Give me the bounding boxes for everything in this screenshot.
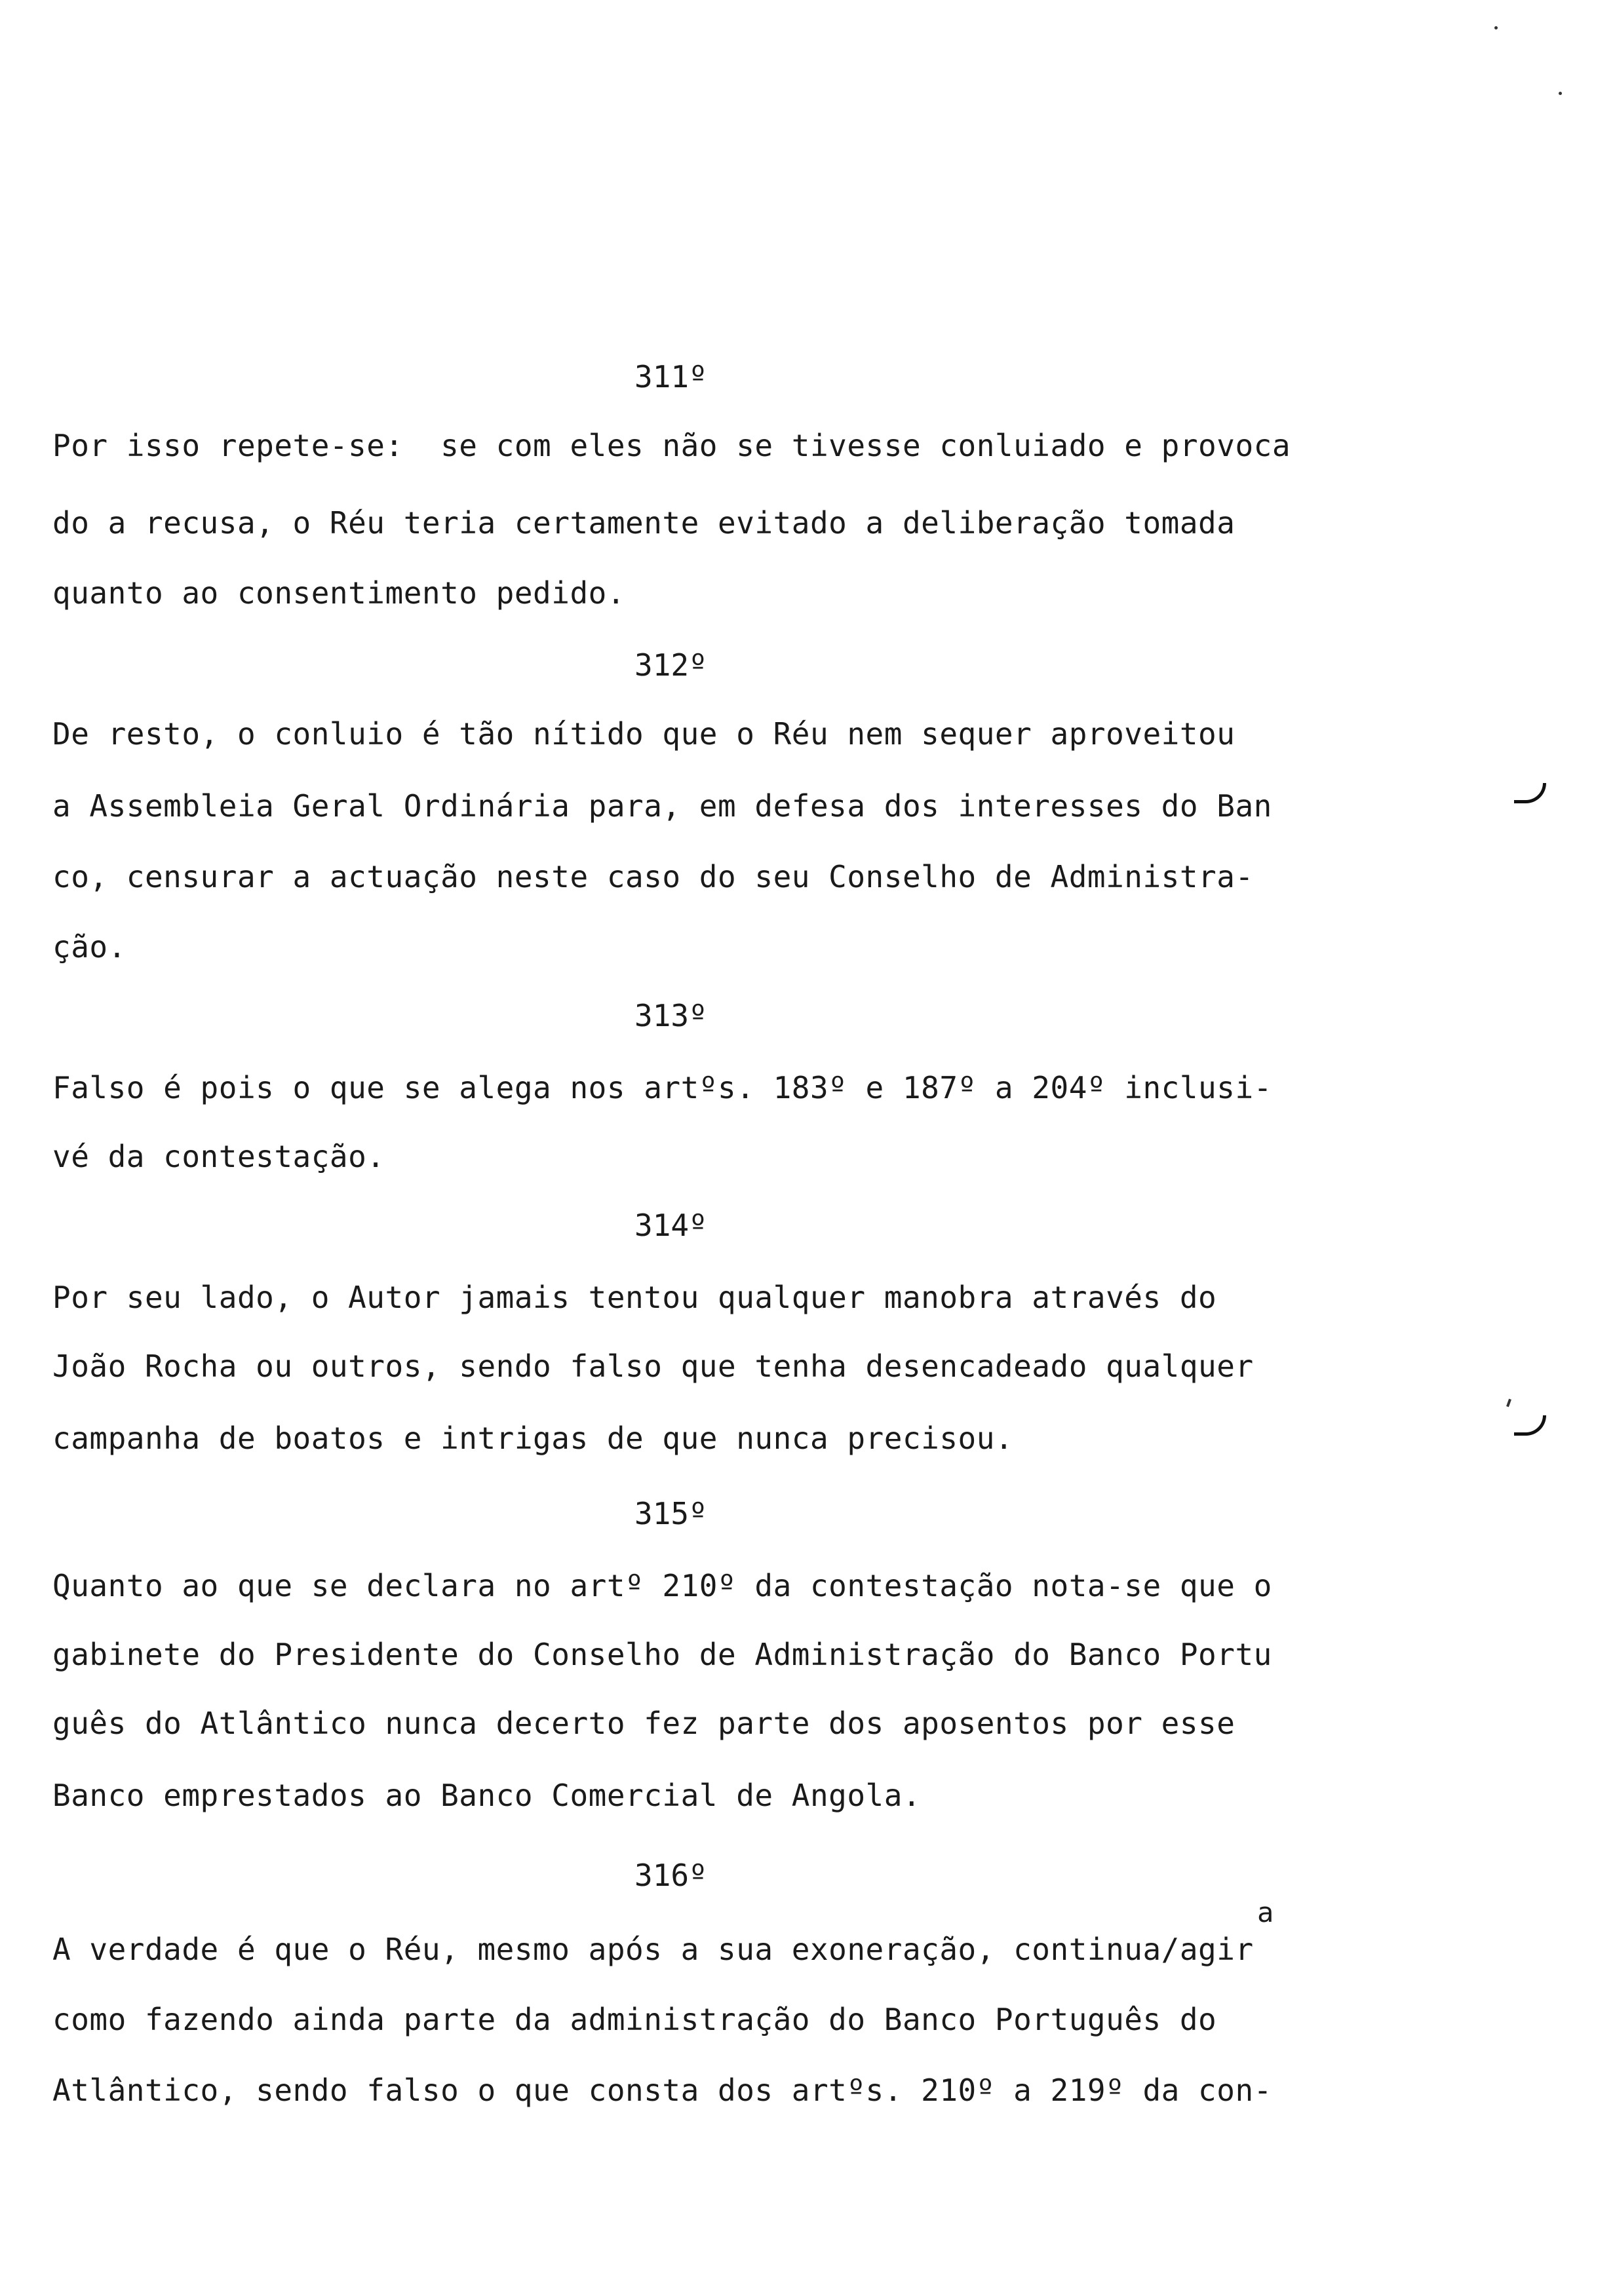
paragraph-line: vé da contestação. [52, 1139, 385, 1174]
paragraph-line: ção. [52, 929, 126, 965]
paragraph-line: A verdade é que o Réu, mesmo após a sua exoneração, continua/agir [52, 1932, 1254, 1967]
paragraph-line: Por isso repete-se: se com eles não se tivesse conluiado e provoca [52, 428, 1291, 463]
paragraph-number: 311º [634, 359, 707, 394]
paragraph-number: 314º [634, 1208, 707, 1243]
stray-mark [1559, 92, 1562, 95]
paragraph-line: Banco emprestados ao Banco Comercial de Angola. [52, 1778, 922, 1813]
check-mark-icon [1514, 1415, 1546, 1436]
stray-mark [1494, 26, 1498, 29]
paragraph-line: do a recusa, o Réu teria certamente evitado a deliberação tomada [52, 505, 1236, 541]
paragraph-line: como fazendo ainda parte da administração do Banco Português do [52, 2002, 1217, 2037]
paragraph-line: Por seu lado, o Autor jamais tentou qualquer manobra através do [52, 1280, 1217, 1315]
paragraph-line: Falso é pois o que se alega nos artºs. 183º e 187º a 204º inclusi- [52, 1070, 1272, 1105]
paragraph-number: 313º [634, 998, 707, 1033]
stray-mark [1506, 1399, 1511, 1407]
paragraph-number: 315º [634, 1496, 707, 1531]
handwritten-insertion: a [1257, 1896, 1274, 1928]
paragraph-line: João Rocha ou outros, sendo falso que tenha desencadeado qualquer [52, 1349, 1254, 1384]
paragraph-line: Quanto ao que se declara no artº 210º da contestação nota-se que o [52, 1568, 1272, 1603]
paragraph-line: a Assembleia Geral Ordinária para, em defesa dos interesses do Ban [52, 788, 1272, 824]
paragraph-line: co, censurar a actuação neste caso do seu Conselho de Administra- [52, 859, 1254, 894]
check-mark-icon [1514, 783, 1546, 803]
paragraph-number: 316º [634, 1858, 707, 1893]
paragraph-line: Atlântico, sendo falso o que consta dos artºs. 210º a 219º da con- [52, 2073, 1272, 2108]
paragraph-number: 312º [634, 647, 707, 683]
paragraph-line: gabinete do Presidente do Conselho de Administração do Banco Portu [52, 1637, 1272, 1672]
paragraph-line: campanha de boatos e intrigas de que nunca precisou. [52, 1421, 1014, 1456]
paragraph-line: guês do Atlântico nunca decerto fez parte dos aposentos por esse [52, 1706, 1236, 1741]
paragraph-line: quanto ao consentimento pedido. [52, 575, 626, 611]
paragraph-line: De resto, o conluio é tão nítido que o Réu nem sequer aproveitou [52, 716, 1236, 752]
